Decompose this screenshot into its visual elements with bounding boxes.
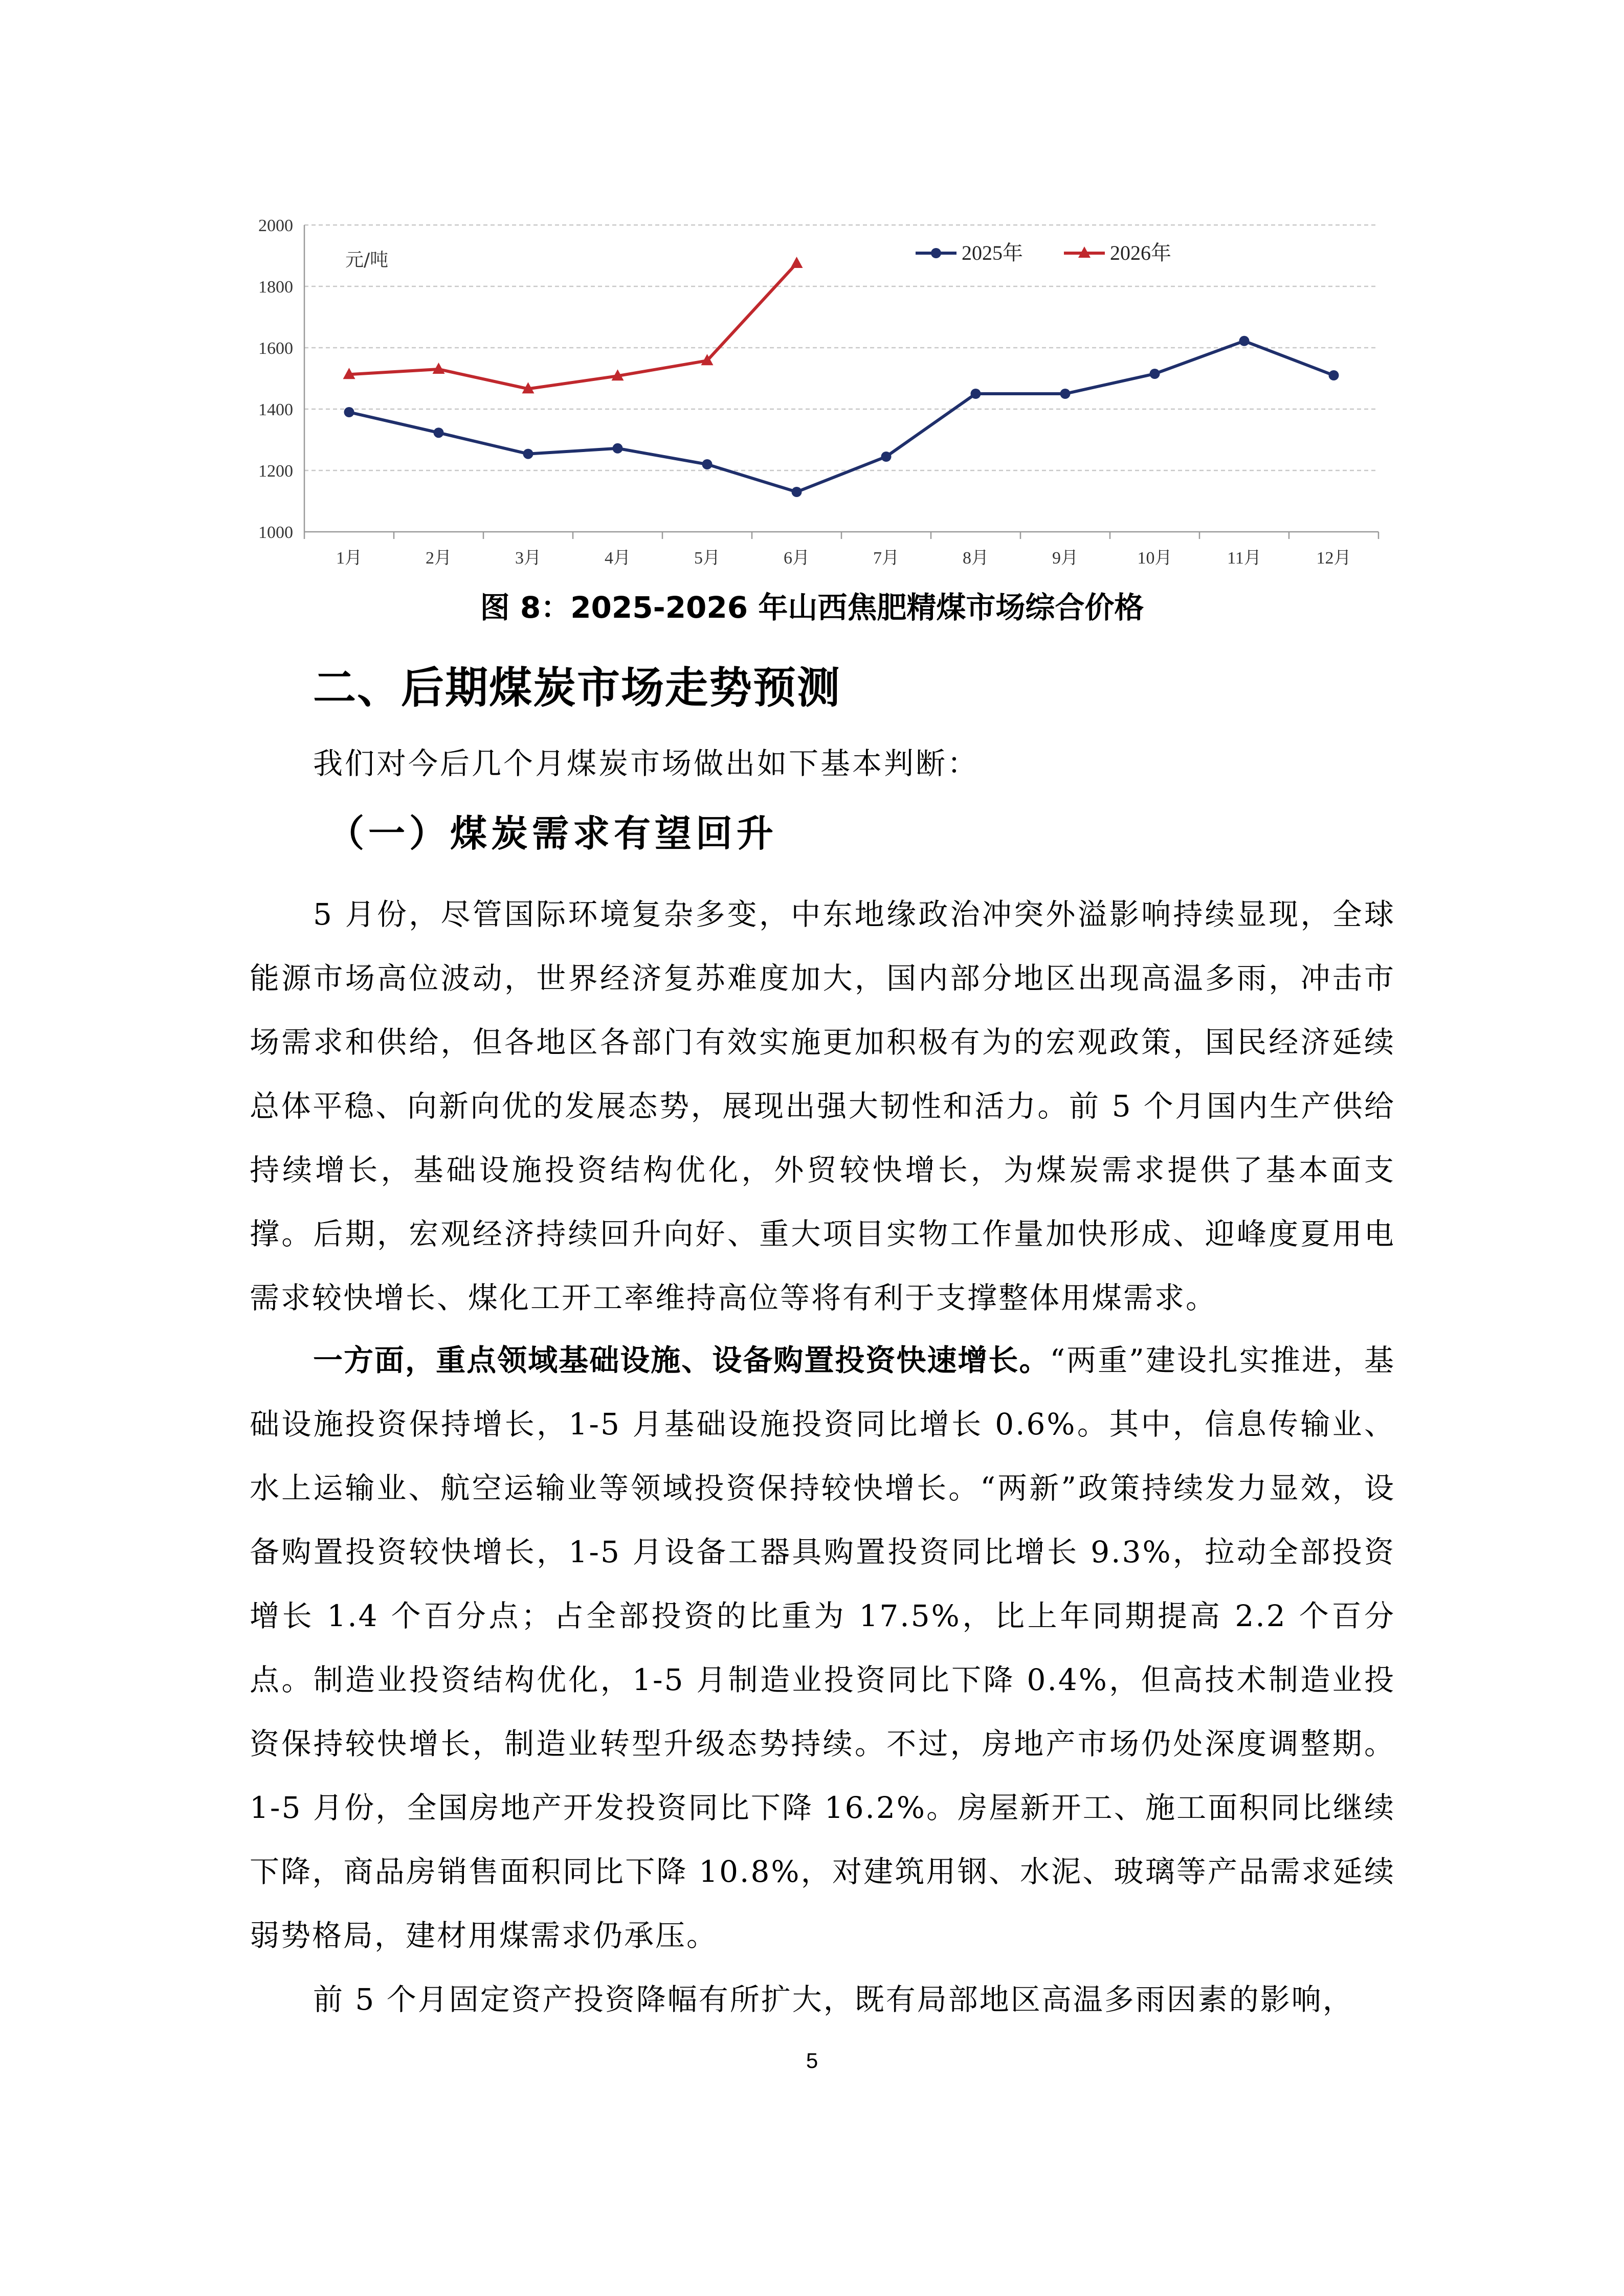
x-tick-label: 9月: [1052, 549, 1078, 568]
data-point: [1329, 370, 1339, 380]
paragraph-2-body: “两重”建设扎实推进，基础设施投资保持增长，1-5 月基础设施投资同比增长 0.6%。其中，信息传输业、水上运输业、航空运输业等领域投资保持较快增长。“两新”政策持续发力显效，设备购置投资较快增长，1-5 月设备工器具购置投资同比增长 9.3%，拉动全部投资增长 1.4 个百分点；占全部投资的比重为 17.5%，比上年同期提高 2.2 个百分点。制造业投资结构优化，1-5 月制造业投资同比下降 0.4%，但高技术制造业投资保持较快增长，制造业转型升级态势持续。不过，房地产市场仍处深度调整期。1-5 月份，全国房地产开发投资同比下降 16.2%。房屋新开工、施工面积同比继续下降，商品房销售面积同比下降 10.8%，对建筑用钢、水泥、玻璃等产品需求延续弱势格局，建材用煤需求仍承压。: [250, 1343, 1395, 1953]
section-heading: 二、后期煤炭市场走势预测: [313, 663, 841, 713]
data-point: [523, 449, 533, 459]
y-tick-label: 1600: [258, 339, 293, 358]
x-tick-label: 5月: [694, 549, 720, 568]
figure-caption: 图 8：2025-2026 年山西焦肥精煤市场综合价格: [480, 590, 1144, 625]
y-axis-unit-label: 元/吨: [345, 250, 389, 271]
data-point: [702, 459, 713, 469]
data-point: [434, 427, 444, 438]
page-number: 5: [806, 2049, 818, 2073]
price-line-chart: [235, 205, 1412, 593]
series-line-2: [349, 263, 797, 389]
x-tick-label: 1月: [336, 549, 362, 568]
x-tick-label: 10月: [1137, 549, 1172, 568]
intro-text: 我们对今后几个月煤炭市场做出如下基本判断：: [313, 746, 980, 781]
data-point: [1060, 389, 1071, 399]
data-point: [344, 407, 354, 417]
series-line-1: [349, 341, 1334, 492]
x-tick-label: 2月: [426, 549, 452, 568]
data-point: [881, 452, 892, 462]
x-tick-label: 3月: [515, 549, 541, 568]
data-point: [1150, 369, 1160, 379]
y-tick-label: 1400: [258, 400, 293, 419]
subheading: （一）煤炭需求有望回升: [327, 812, 778, 855]
y-tick-label: 1000: [258, 523, 293, 542]
data-point: [1239, 336, 1250, 346]
legend-label: 2025年: [962, 241, 1023, 264]
data-point: [792, 487, 802, 497]
y-tick-label: 1200: [258, 462, 293, 481]
legend-marker: [931, 248, 941, 258]
x-tick-label: 7月: [873, 549, 899, 568]
paragraph-3: 前 5 个月固定资产投资降幅有所扩大，既有局部地区高温多雨因素的影响，: [313, 1982, 1354, 2017]
paragraph-1: 5 月份，尽管国际环境复杂多变，中东地缘政治冲突外溢影响持续显现，全球能源市场高位波动，世界经济复苏难度加大，国内部分地区出现高温多雨，冲击市场需求和供给，但各地区各部门有效实施更加积极有为的宏观政策，国民经济延续总体平稳、向新向优的发展态势，展现出强大韧性和活力。前 5 个月国内生产供给持续增长，基础设施投资结构优化，外贸较快增长，为煤炭需求提供了基本面支撑。后期，宏观经济持续回升向好、重大项目实物工作量加快形成、迎峰度夏用电需求较快增长、煤化工开工率维持高位等将有利于支撑整体用煤需求。: [250, 897, 1395, 1315]
legend-label: 2026年: [1110, 241, 1171, 264]
paragraph-2: [250, 1329, 1395, 1968]
x-tick-label: 11月: [1227, 549, 1261, 568]
data-point: [791, 257, 803, 268]
x-tick-label: 6月: [784, 549, 810, 568]
x-tick-label: 12月: [1316, 549, 1351, 568]
chart-svg: [235, 205, 1412, 593]
data-point: [971, 389, 981, 399]
paragraph-2-lead: 一方面，重点领域基础设施、设备购置投资快速增长。: [313, 1343, 1050, 1378]
x-tick-label: 4月: [605, 549, 631, 568]
x-tick-label: 8月: [963, 549, 989, 568]
y-tick-label: 2000: [258, 216, 293, 235]
y-tick-label: 1800: [258, 278, 293, 297]
data-point: [613, 443, 623, 454]
